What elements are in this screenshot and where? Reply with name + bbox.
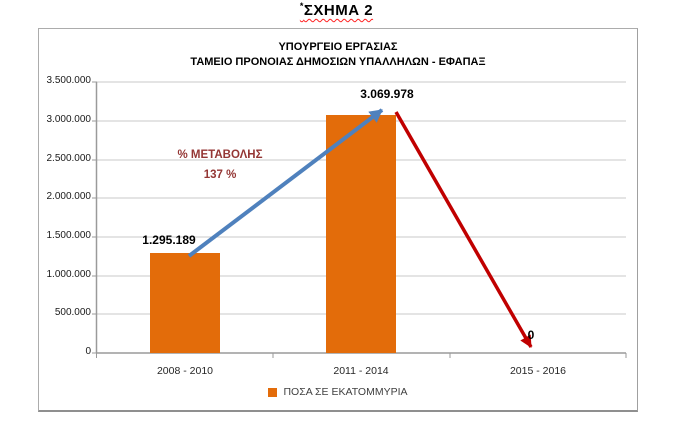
chart-legend [39, 386, 637, 398]
decrease-arrow [396, 112, 531, 347]
y-tick-label: 2.500.000 [46, 153, 91, 164]
data-label-2011-2014: 3.069.978 [360, 87, 414, 101]
percent-change-annotation [158, 145, 282, 185]
y-tick-label: 500.000 [54, 307, 91, 318]
x-category-label: 2015 - 2016 [509, 365, 567, 377]
y-tick-label: 2.000.000 [46, 191, 91, 202]
percent-change-line2: 137 % [203, 169, 237, 181]
legend-series-label: ΠΟΣΑ ΣΕ ΕΚΑΤΟΜΜΥΡΙΑ [283, 386, 408, 398]
y-tick-label: 0 [85, 346, 91, 357]
data-label-2015-2016: 0 [527, 328, 535, 342]
x-category-label: 2008 - 2010 [156, 365, 214, 377]
chart-title [39, 40, 637, 70]
y-tick-label: 3.500.000 [46, 75, 91, 86]
legend-color-swatch [268, 388, 277, 397]
bar-2011-2014 [326, 115, 396, 353]
figure-caption [0, 1, 673, 19]
x-category-label: 2011 - 2014 [333, 365, 389, 377]
percent-change-line1: % ΜΕΤΑΒΟΛΗΣ [177, 149, 263, 161]
data-label-2008-2010: 1.295.189 [142, 233, 196, 247]
bar-2008-2010 [150, 253, 220, 353]
y-tick-label: 1.000.000 [46, 269, 91, 280]
figure-caption-text: *ΣΧΗΜΑ 2 [299, 1, 374, 19]
chart-title-line2: ΤΑΜΕΙΟ ΠΡΟΝΟΙΑΣ ΔΗΜΟΣΙΩΝ ΥΠΑΛΛΗΛΩΝ - ΕΦΑΠΑΞ [190, 56, 486, 68]
y-tick-label: 1.500.000 [46, 230, 91, 241]
y-tick-label: 3.000.000 [46, 114, 91, 125]
bar-chart-canvas [39, 29, 637, 408]
chart-frame [38, 28, 638, 412]
footnote-marker: * [299, 1, 304, 11]
chart-title-line1: ΥΠΟΥΡΓΕΙΟ ΕΡΓΑΣΙΑΣ [278, 41, 398, 53]
